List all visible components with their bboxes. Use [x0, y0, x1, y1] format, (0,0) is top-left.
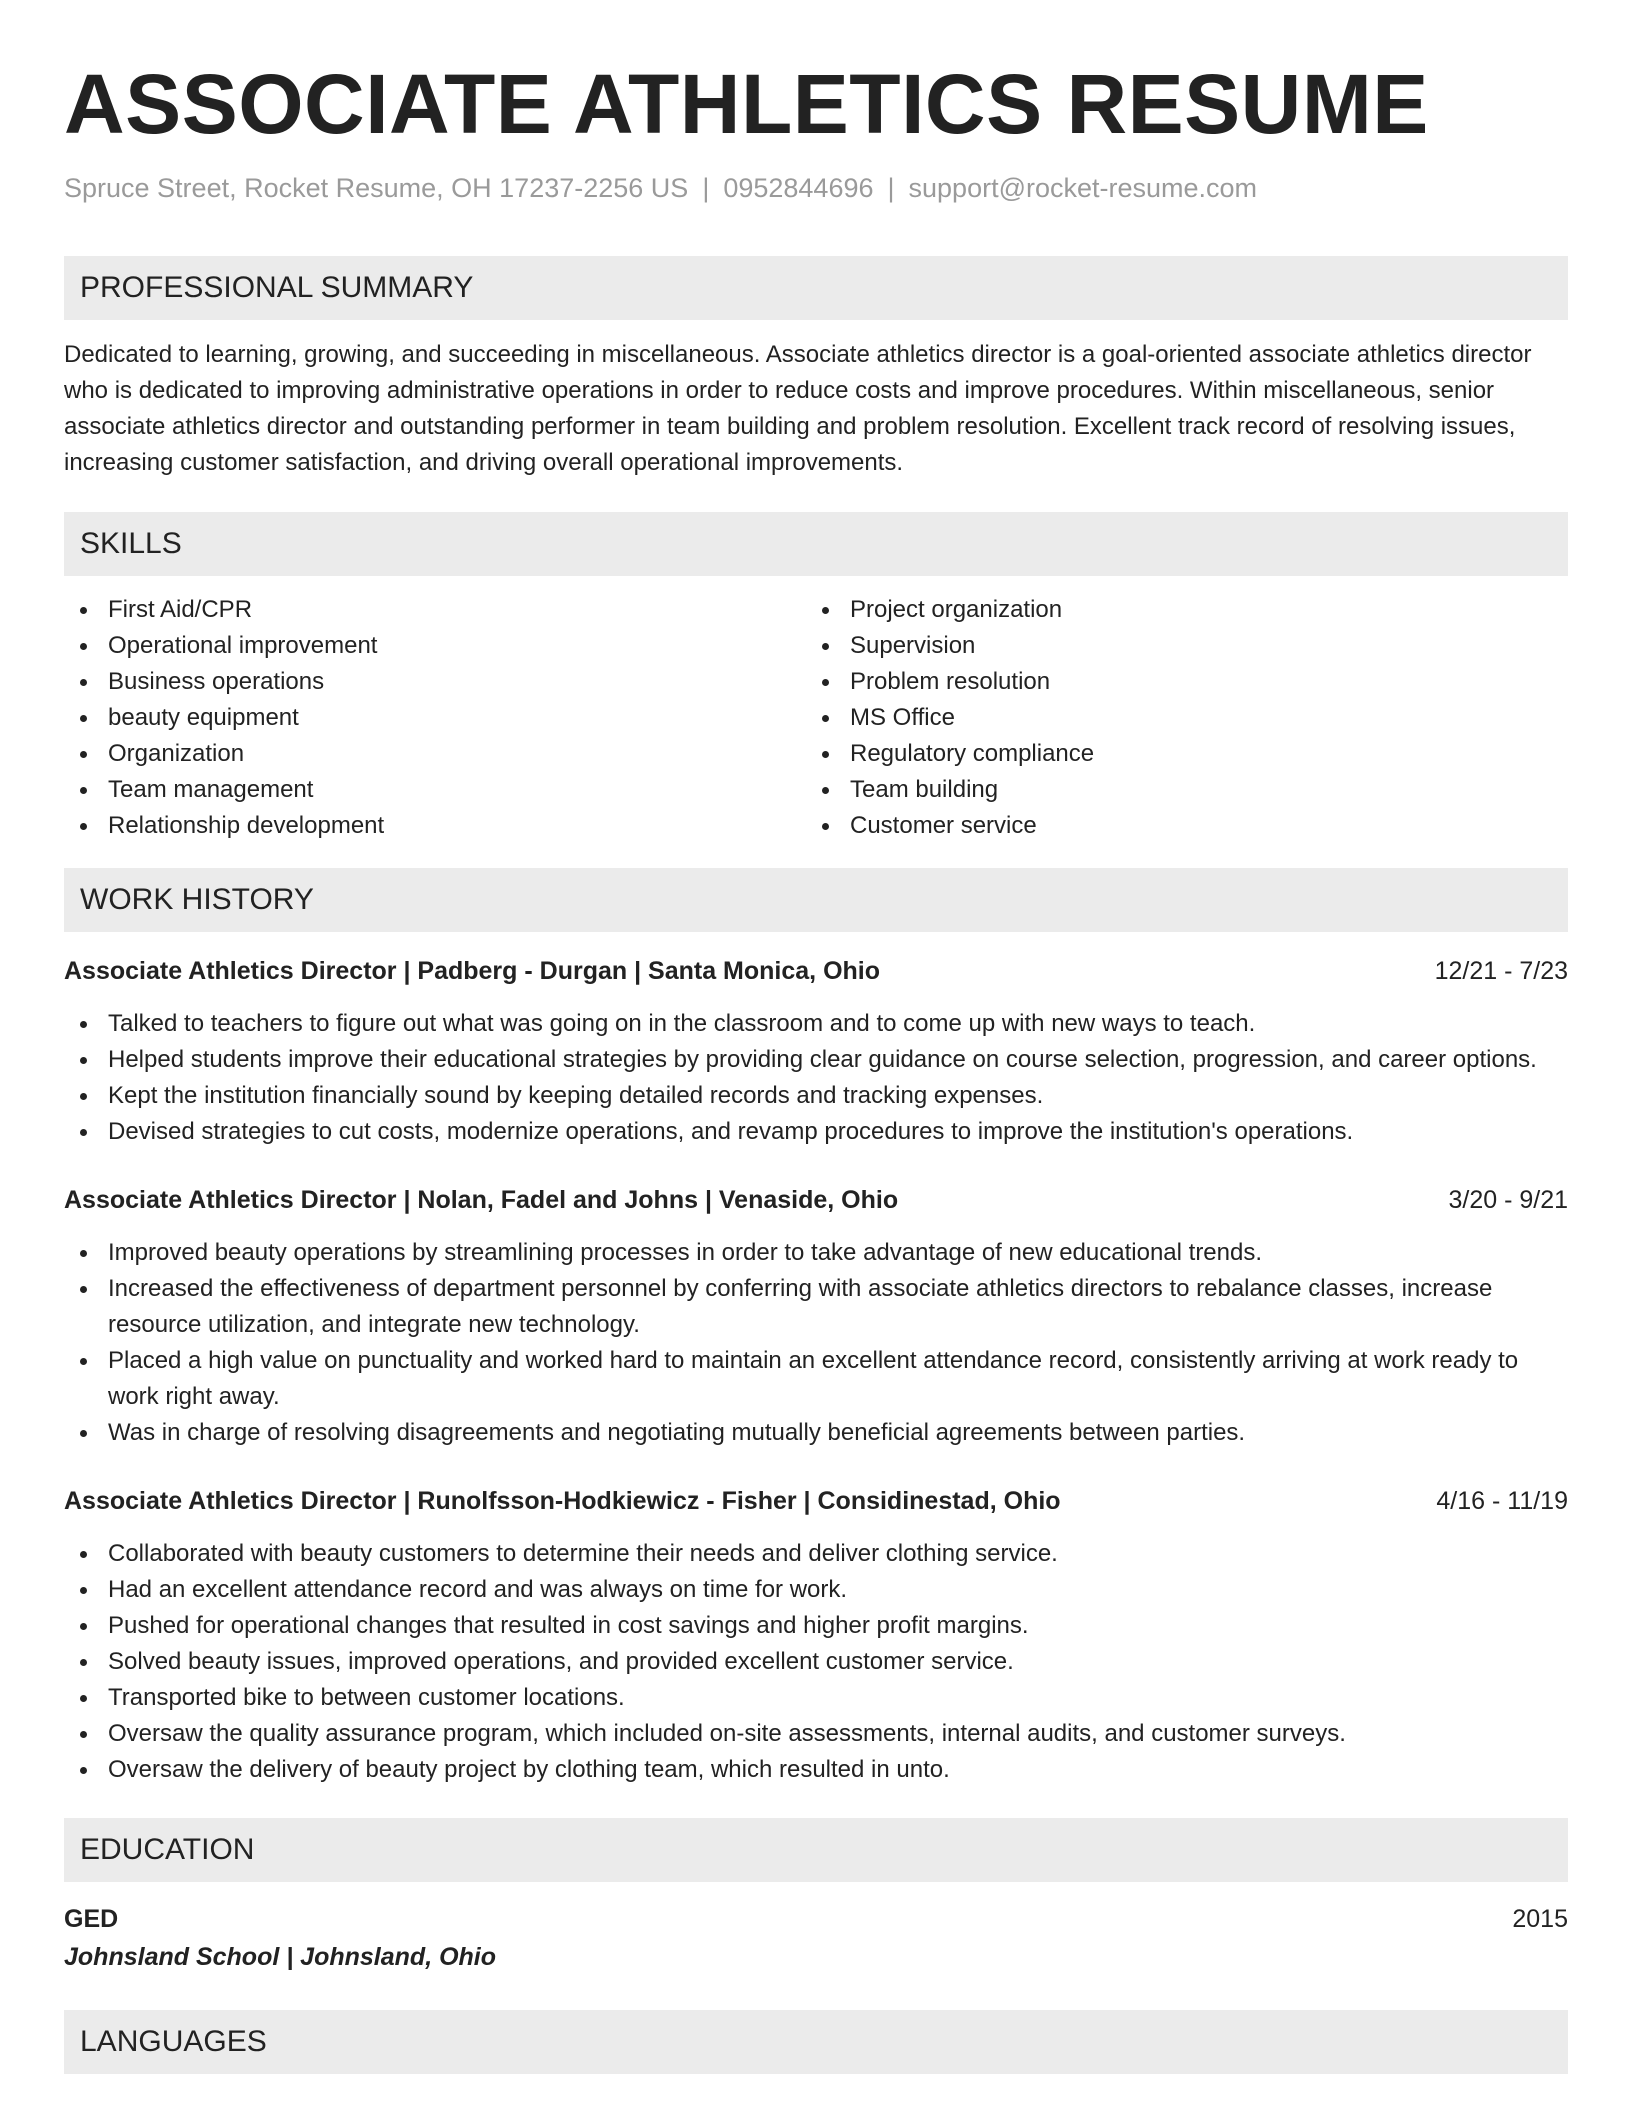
- contact-separator: |: [702, 173, 710, 203]
- job-dates: 4/16 - 11/19: [1436, 1487, 1568, 1515]
- job-bullet: Transported bike to between customer locations.: [64, 1680, 1568, 1716]
- skill-item: Team building: [806, 772, 1548, 808]
- job-bullets: [64, 1006, 1568, 1150]
- job-heading: [64, 953, 1568, 989]
- contact-phone: 0952844696: [723, 173, 874, 203]
- section-header-education: EDUCATION: [64, 1818, 1568, 1882]
- skill-item: Customer service: [806, 808, 1548, 844]
- resume-title: ASSOCIATE ATHLETICS RESUME: [64, 57, 1429, 151]
- skill-item: Supervision: [806, 628, 1548, 664]
- skills-column-left: [64, 592, 806, 844]
- job-bullet: Kept the institution financially sound by keeping detailed records and tracking expenses.: [64, 1078, 1568, 1114]
- education-entry: [64, 1900, 1568, 1976]
- section-header-languages: LANGUAGES: [64, 2010, 1568, 2074]
- skills-column-right: [806, 592, 1548, 844]
- contact-separator: |: [887, 173, 895, 203]
- job-title: Associate Athletics Director | Padberg - Durgan | Santa Monica, Ohio: [64, 957, 881, 985]
- job-entry: [64, 1483, 1568, 1788]
- job-entry: [64, 1182, 1568, 1451]
- skills-list: [64, 592, 1568, 844]
- contact-address: Spruce Street, Rocket Resume, OH 17237-2256 US: [64, 173, 689, 203]
- skill-item: First Aid/CPR: [64, 592, 806, 628]
- job-bullet: Pushed for operational changes that resulted in cost savings and higher profit margins.: [64, 1608, 1568, 1644]
- job-bullet: Helped students improve their educational strategies by providing clear guidance on course selection, progression, and career options.: [64, 1042, 1568, 1078]
- job-dates: 12/21 - 7/23: [1434, 957, 1568, 985]
- job-title: Associate Athletics Director | Runolfsson-Hodkiewicz - Fisher | Considinestad, Ohio: [64, 1487, 1061, 1515]
- skill-item: Organization: [64, 736, 806, 772]
- job-dates: 3/20 - 9/21: [1448, 1186, 1568, 1214]
- job-bullet: Improved beauty operations by streamlining processes in order to take advantage of new educational trends.: [64, 1235, 1568, 1271]
- education-year: 2015: [1512, 1905, 1568, 1933]
- section-header-summary: PROFESSIONAL SUMMARY: [64, 256, 1568, 320]
- job-bullet: Was in charge of resolving disagreements and negotiating mutually beneficial agreements between parties.: [64, 1415, 1568, 1451]
- skill-item: MS Office: [806, 700, 1548, 736]
- summary-text: Dedicated to learning, growing, and succeeding in miscellaneous. Associate athletics director is a goal-oriented associate athletics director who is dedicated to improving administrative operations in order to reduce costs and improve procedures. Within miscellaneous, senior associate athletics director and outstanding performer in team building and problem resolution. Excellent track record of resolving issues, increasing customer satisfaction, and driving overall operational improvements.: [64, 341, 1532, 476]
- skill-item: Regulatory compliance: [806, 736, 1548, 772]
- contact-email: support@rocket-resume.com: [908, 173, 1258, 203]
- job-heading: [64, 1182, 1568, 1218]
- education-degree: GED: [64, 1905, 119, 1933]
- section-header-skills: SKILLS: [64, 512, 1568, 576]
- skill-item: Operational improvement: [64, 628, 806, 664]
- skill-item: beauty equipment: [64, 700, 806, 736]
- job-heading: [64, 1483, 1568, 1519]
- job-bullet: Had an excellent attendance record and was always on time for work.: [64, 1572, 1568, 1608]
- job-bullets: [64, 1235, 1568, 1451]
- job-bullet: Talked to teachers to figure out what was going on in the classroom and to come up with new ways to teach.: [64, 1006, 1568, 1042]
- skill-item: Relationship development: [64, 808, 806, 844]
- skill-item: Team management: [64, 772, 806, 808]
- skill-item: Business operations: [64, 664, 806, 700]
- job-bullet: Oversaw the quality assurance program, which included on-site assessments, internal audits, and customer surveys.: [64, 1716, 1568, 1752]
- education-heading: [64, 1900, 1568, 1938]
- job-bullet: Solved beauty issues, improved operations, and provided excellent customer service.: [64, 1644, 1568, 1680]
- education-school: Johnsland School | Johnsland, Ohio: [64, 1943, 497, 1971]
- skill-item: Problem resolution: [806, 664, 1548, 700]
- skill-item: Project organization: [806, 592, 1548, 628]
- section-header-work-history: WORK HISTORY: [64, 868, 1568, 932]
- job-bullet: Collaborated with beauty customers to determine their needs and deliver clothing service.: [64, 1536, 1568, 1572]
- contact-line: [64, 172, 1568, 204]
- job-bullet: Increased the effectiveness of department personnel by conferring with associate athletics directors to rebalance classes, increase resource utilization, and integrate new technology.: [64, 1271, 1568, 1343]
- job-bullet: Placed a high value on punctuality and worked hard to maintain an excellent attendance record, consistently arriving at work ready to work right away.: [64, 1343, 1568, 1415]
- job-bullet: Oversaw the delivery of beauty project by clothing team, which resulted in unto.: [64, 1752, 1568, 1788]
- job-entry: [64, 953, 1568, 1150]
- job-bullet: Devised strategies to cut costs, modernize operations, and revamp procedures to improve the institution's operations.: [64, 1114, 1568, 1150]
- job-title: Associate Athletics Director | Nolan, Fadel and Johns | Venaside, Ohio: [64, 1186, 899, 1214]
- job-bullets: [64, 1536, 1568, 1788]
